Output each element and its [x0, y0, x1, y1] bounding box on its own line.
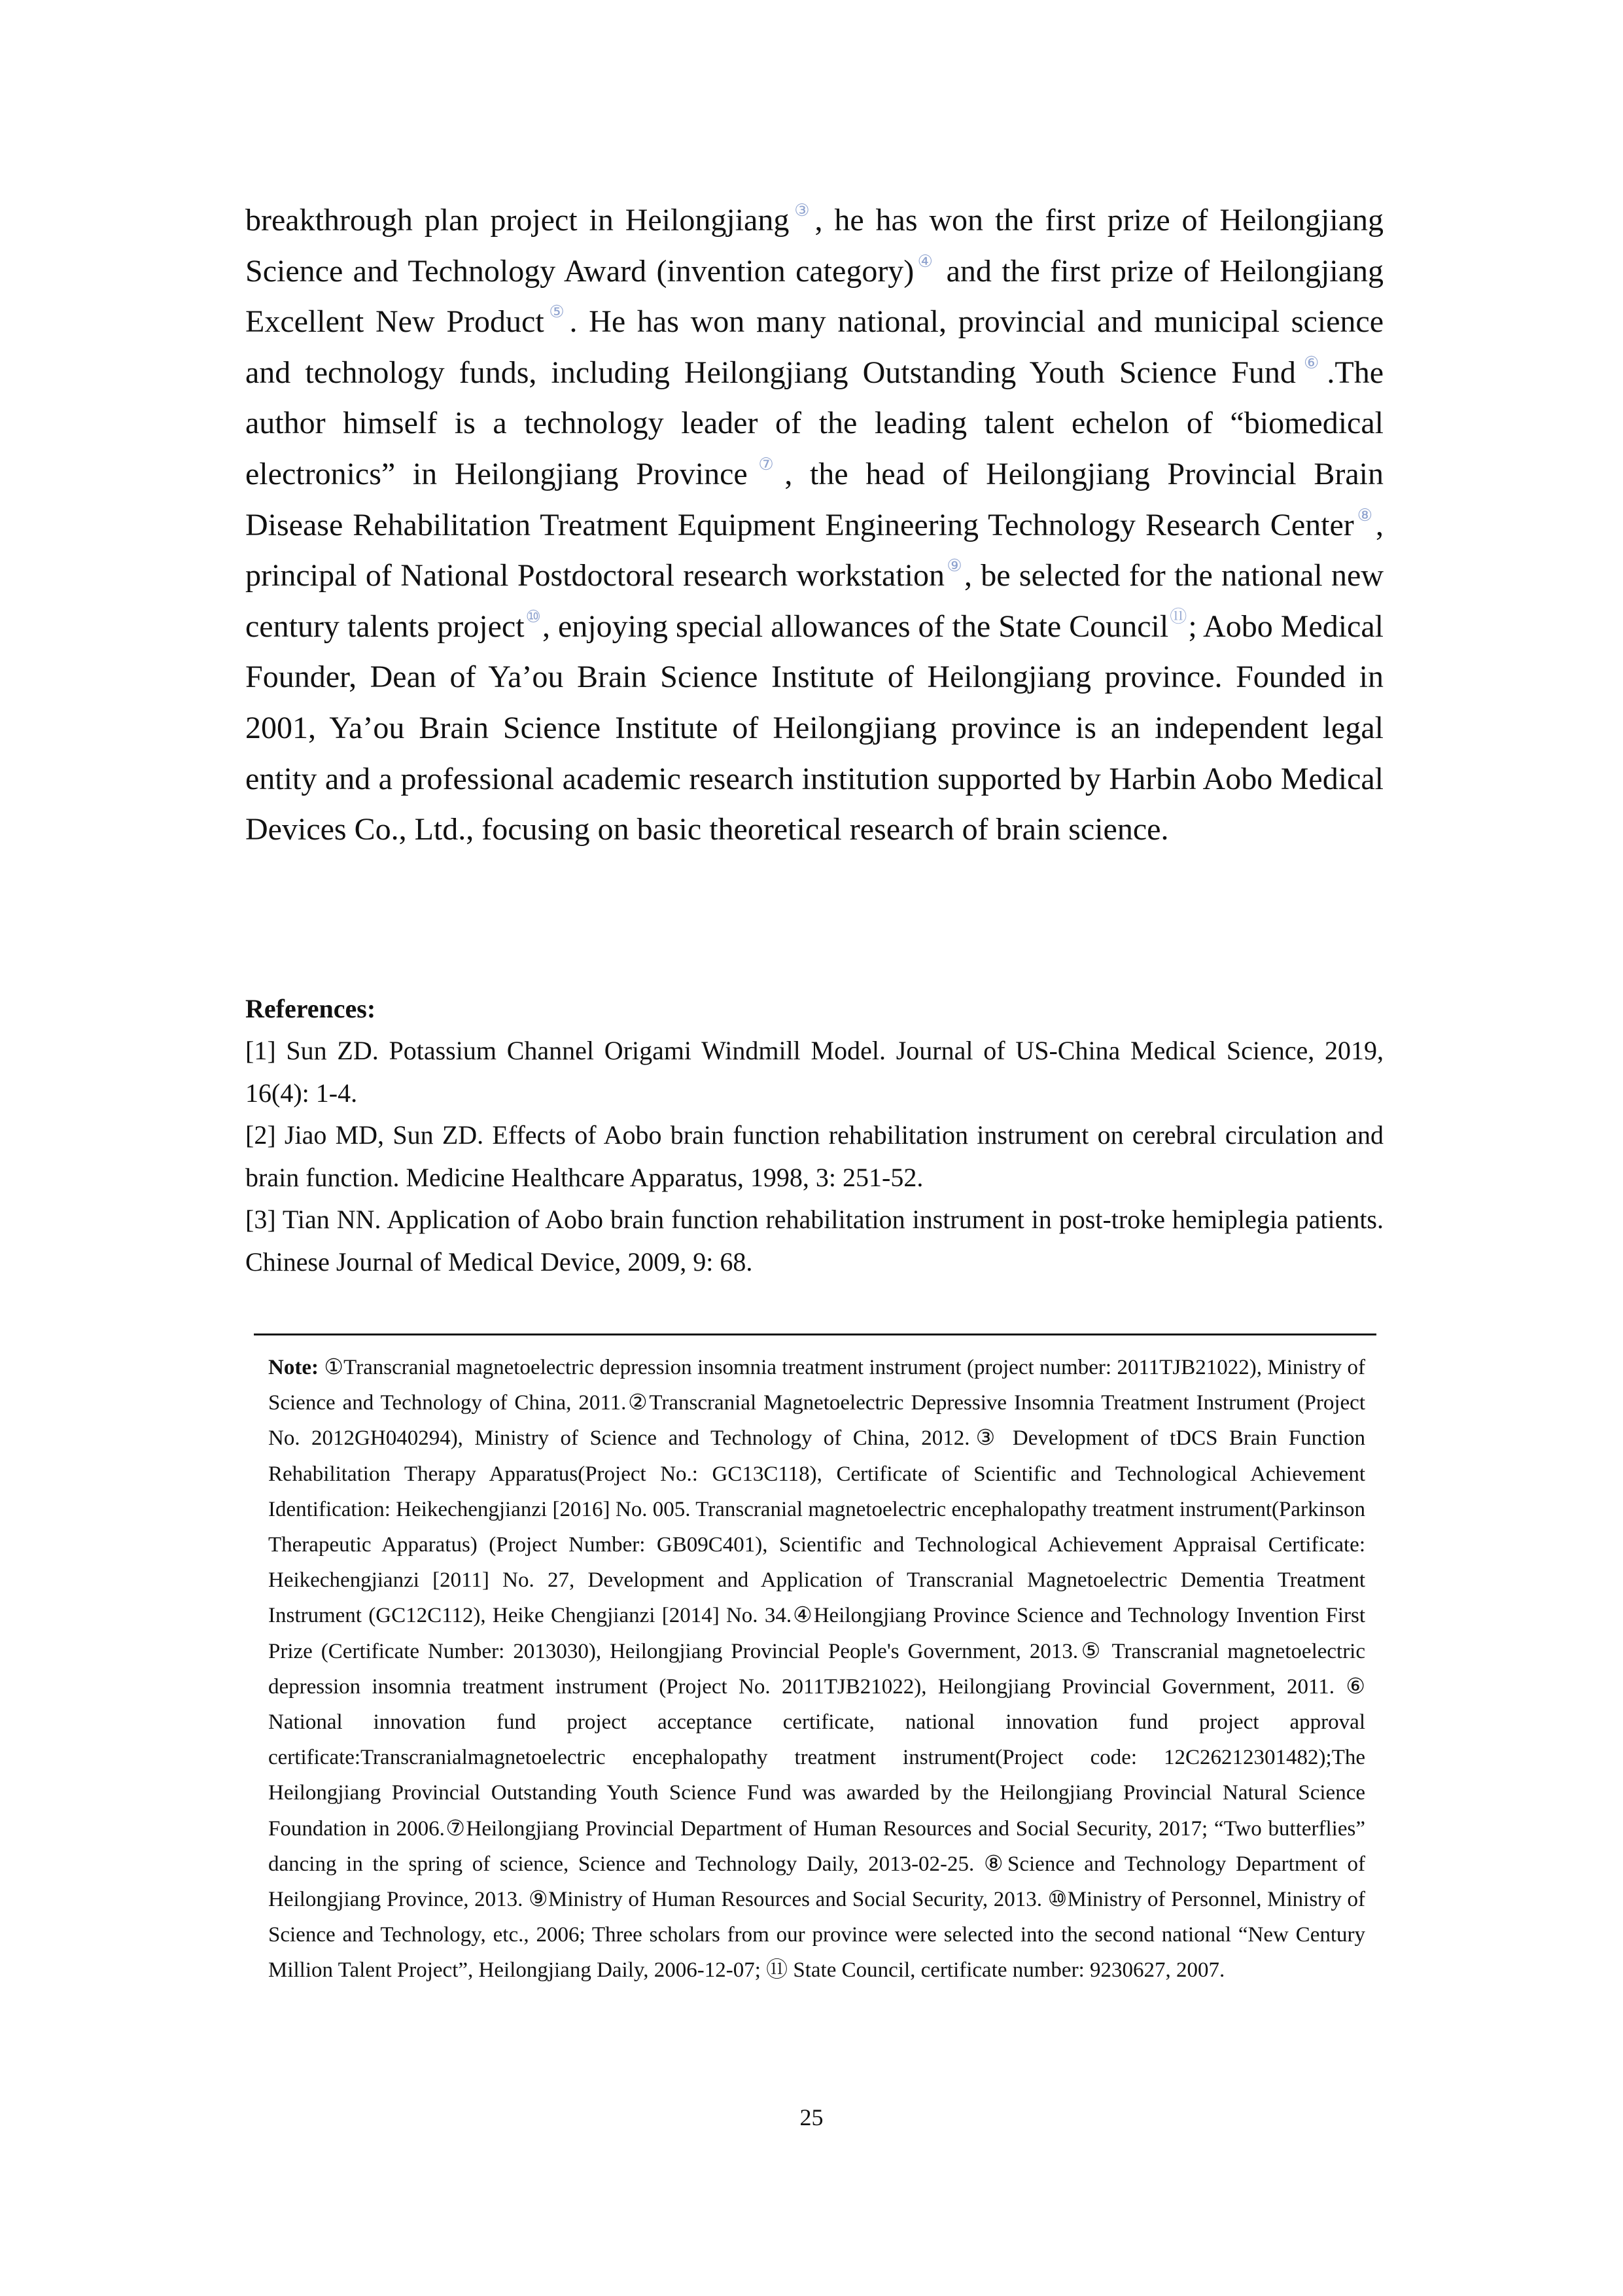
footnote-marker-5: ⑤: [545, 302, 568, 322]
body-text-segment: , be selected for the national new century talents project: [245, 558, 1384, 644]
body-text-segment: , principal of National Postdoctoral research workstation: [245, 507, 1384, 593]
body-text-segment: , he has won the first prize of Heilongjiang Science and Technology Award (invention category): [245, 203, 1384, 289]
footnote-marker-4: ④: [915, 251, 935, 271]
note-label: Note:: [268, 1356, 319, 1379]
body-text-segment: breakthrough plan project in Heilongjiang: [245, 203, 790, 238]
footnote-marker-11: ⑪: [1170, 607, 1187, 626]
footnote-marker-9: ⑨: [946, 556, 963, 576]
reference-item: [1] Sun ZD. Potassium Channel Origami Windmill Model. Journal of US-China Medical Science, 2019, 16(4): 1-4.: [245, 1036, 1384, 1108]
body-text-segment: .The author himself is a technology leader of the leading talent echelon of “biomedical electronics” in Heilongjiang Province: [245, 355, 1384, 491]
footnote-marker-10: ⑩: [525, 607, 541, 626]
reference-item: [2] Jiao MD, Sun ZD. Effects of Aobo brain function rehabilitation instrument on cerebral circulation and brain function. Medicine Healthcare Apparatus, 1998, 3: 251-52.: [245, 1120, 1384, 1192]
footnote-marker-3: ③: [790, 201, 814, 220]
footnote-marker-8: ⑧: [1355, 505, 1375, 525]
references-heading: References:: [245, 994, 376, 1023]
page-number: 25: [799, 2104, 824, 2130]
body-text-segment: , enjoying special allowances of the State Council: [542, 609, 1169, 644]
footnote-note: [268, 1350, 1365, 1988]
note-text: ①Transcranial magnetoelectric depression insomnia treatment instrument (project number: 2011TJB21022), Ministry of Science and Technology of China, 2011.②Transcranial Magnetoelectric Depressive Insomnia Treatment Instrument (Project No. 2012GH040294), Ministry of Science and Technology of China, 2012.③ Development of tDCS Brain Function Rehabilitation Therapy Apparatus(Project No.: GC13C118), Certificate of Scientific and Technological Achievement Identification: Heikechengjianzi [2016] No. 005. Transcranial magnetoelectric encephalopathy treatment instrument(Parkinson Therapeutic Apparatus) (Project Number: GB09C401), Scientific and Technological Achievement Appraisal Certificate: Heikechengjianzi [2011] No. 27, Development and Application of Transcranial Magnetoelectric Dementia Treatment Instrument (GC12C112), Heike Chengjianzi [2014] No. 34.④Heilongjiang Province Science and Technology Invention First Prize (Certificate Number: 2013030), Heilongjiang Provincial People's Government, 2013.⑤ Transcranial magnetoelectric depression insomnia treatment instrument (Project No. 2011TJB21022), Heilongjiang Provincial Government, 2011. ⑥ National innovation fund project acceptance certificate, national innovation fund project approval certificate:Transcranialmagnetoelectric encephalopathy treatment instrument(Project code: 12C26212301482);The Heilongjiang Provincial Outstanding Youth Science Fund was awarded by the Heilongjiang Provincial Natural Science Foundation in 2006.⑦Heilongjiang Provincial Department of Human Resources and Social Security, 2017; “Two butterflies” dancing in the spring of science, Science and Technology Daily, 2013-02-25. ⑧Science and Technology Department of Heilongjiang Province, 2013. ⑨Ministry of Human Resources and Social Security, 2013. ⑩Ministry of Personnel, Ministry of Science and Technology, etc., 2006; Three scholars from our province were selected into the second national “New Century Million Talent Project”, Heilongjiang Daily, 2006-12-07; ⑪ State Council, certificate number: 9230627, 2007.: [268, 1356, 1365, 1983]
body-text-segment: , the head of Heilongjiang Provincial Brain Disease Rehabilitation Treatment Equipment Engineering Technology Research Center: [245, 456, 1384, 542]
footnote-divider: [254, 1333, 1376, 1335]
body-text-segment: ; Aobo Medical Founder, Dean of Ya’ou Brain Science Institute of Heilongjiang province. Founded in 2001, Ya’ou Brain Science Institute of Heilongjiang province is an independent legal entity and a professional academic research institution supported by Harbin Aobo Medical Devices Co., Ltd., focusing on basic theoretical research of brain science.: [245, 609, 1384, 847]
reference-item: [3] Tian NN. Application of Aobo brain function rehabilitation instrument in post-troke hemiplegia patients. Chinese Journal of Medical Device, 2009, 9: 68.: [245, 1205, 1384, 1277]
body-text-segment: and the first prize of Heilongjiang Excellent New Product: [245, 253, 1384, 340]
body-text-segment: . He has won many national, provincial and municipal science and technology funds, including Heilongjiang Outstanding Youth Science Fund: [245, 304, 1384, 390]
references-section: [245, 988, 1384, 1283]
footnote-marker-7: ⑦: [748, 454, 784, 474]
footnote-marker-6: ⑥: [1297, 353, 1326, 372]
body-paragraph: [245, 195, 1384, 855]
